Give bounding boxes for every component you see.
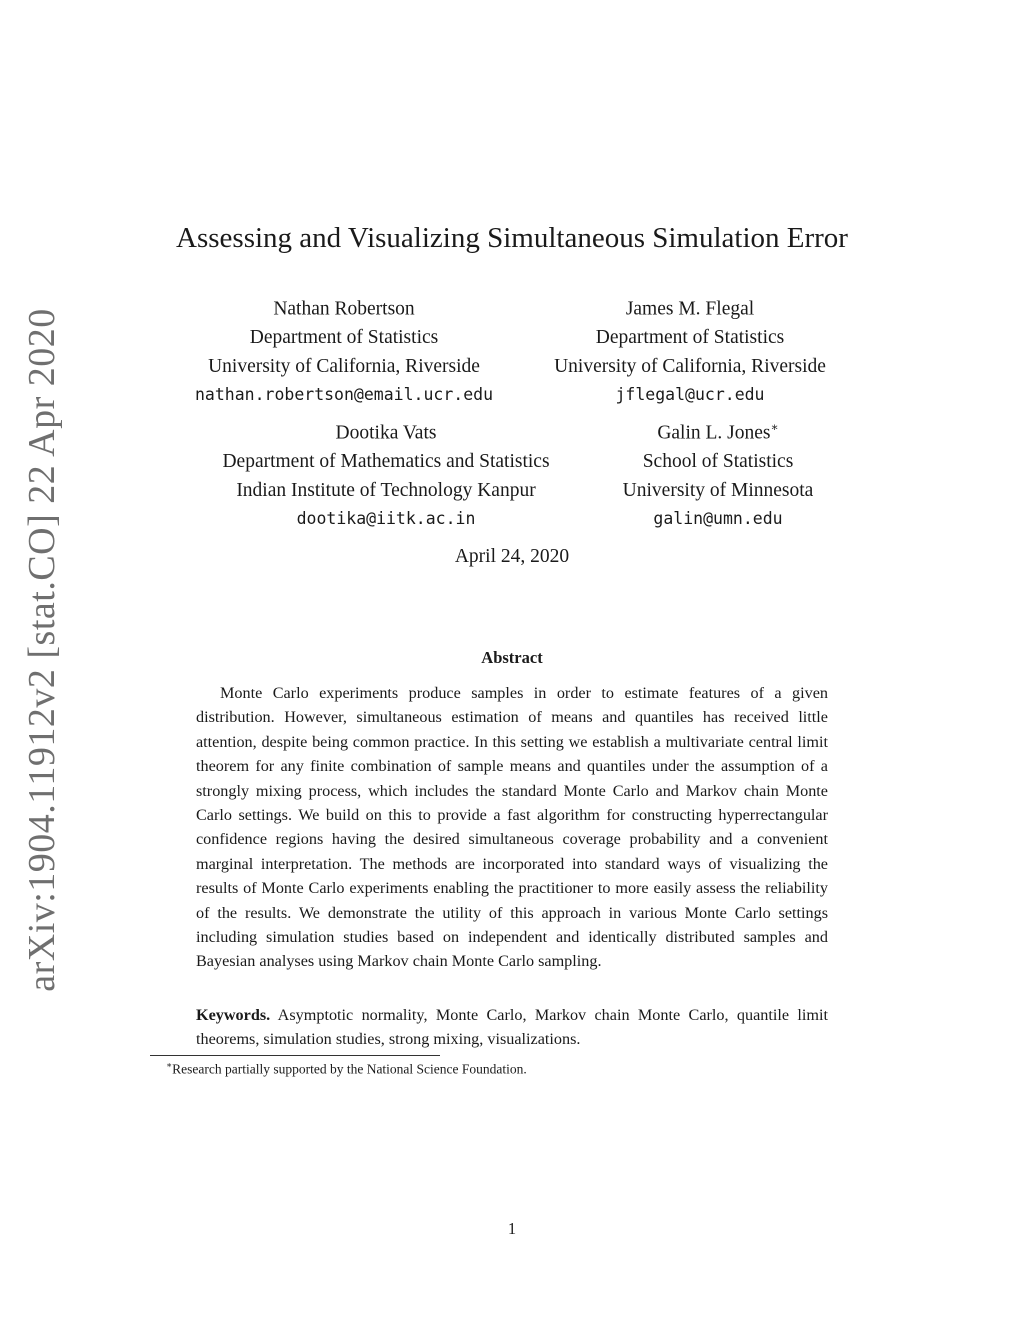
abstract-text: Monte Carlo experiments produce samples in order to estimate features of a given distribution. However, simultaneous estimation of means and quantiles has received little attention, despite being common practice. In this setting we establish a multivariate central limit theorem for any finite combination of sample means and quantiles under the assumption of a strongly mixing process, which includes the standard Monte Carlo and Markov chain Monte Carlo settings. We build on this to provide a fast algorithm for constructing hyperrectangular confidence regions having the desired simultaneous coverage probability and a convenient marginal interpretation. The methods are incorporated into standard ways of visualizing the results of Monte Carlo experiments enabling the practitioner to more easily assess the reliability of the results. We demonstrate the utility of this approach in various Monte Carlo settings including simulation studies based on independent and identically distributed samples and Bayesian analyses using Markov chain Monte Carlo sampling.	[196, 684, 828, 971]
paper-title: Assessing and Visualizing Simultaneous Simulation Error	[176, 222, 848, 254]
keywords-text: Asymptotic normality, Monte Carlo, Markov chain Monte Carlo, quantile limit theorems, simulation studies, strong mixing, visualizations.	[196, 1006, 828, 1049]
abstract-heading: Abstract	[481, 648, 543, 667]
footnote-marker: ∗	[166, 1060, 173, 1070]
author-department: Department of Statistics	[249, 327, 439, 348]
arxiv-identifier: arXiv:1904.11912v2 [stat.CO] 22 Apr 2020	[21, 308, 63, 992]
author-block	[166, 413, 606, 534]
footnote-divider	[150, 1055, 440, 1056]
author-block	[510, 289, 870, 410]
author-institution: University of Minnesota	[622, 479, 814, 501]
author-name: Dootika Vats	[335, 422, 437, 444]
author-institution: University of California, Riverside	[554, 355, 826, 377]
page-number: 1	[507, 1219, 517, 1238]
author-institution: University of California, Riverside	[208, 355, 480, 377]
author-name: Galin L. Jones∗	[657, 420, 779, 444]
author-name: James M. Flegal	[625, 298, 755, 320]
author-email[interactable]: galin@umn.edu	[653, 509, 783, 528]
footnote	[166, 1060, 866, 1078]
author-footnote-marker: ∗	[770, 420, 779, 434]
publication-date: April 24, 2020	[454, 546, 570, 567]
author-email[interactable]: jflegal@ucr.edu	[615, 385, 765, 404]
author-name: Nathan Robertson	[273, 298, 415, 320]
author-email[interactable]: dootika@iitk.ac.in	[296, 509, 476, 528]
author-institution: Indian Institute of Technology Kanpur	[236, 479, 536, 501]
author-department: Department of Mathematics and Statistics	[222, 451, 550, 472]
keywords-label: Keywords.	[196, 1006, 271, 1024]
author-email[interactable]: nathan.robertson@email.ucr.edu	[194, 385, 493, 404]
author-department: Department of Statistics	[595, 327, 785, 348]
author-block	[164, 289, 524, 410]
keywords-paragraph	[196, 1003, 828, 1052]
footnote-text: Research partially supported by the National Science Foundation.	[172, 1061, 527, 1077]
author-block	[568, 413, 868, 534]
author-department: School of Statistics	[642, 451, 794, 472]
